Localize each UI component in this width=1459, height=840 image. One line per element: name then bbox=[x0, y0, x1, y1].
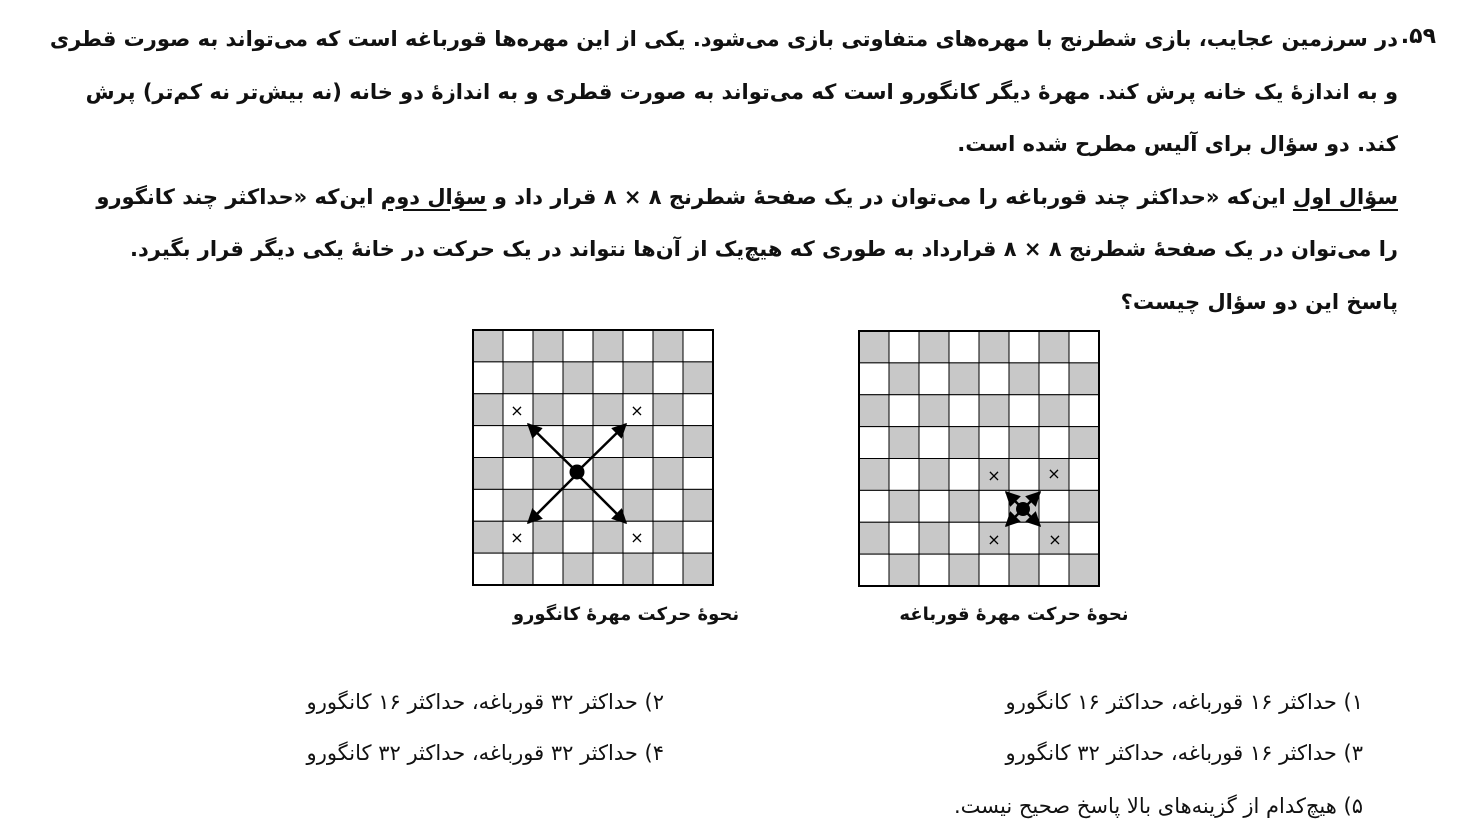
light-square bbox=[1039, 554, 1069, 586]
option-3[interactable]: ۳) حداکثر ۱۶ قورباغه، حداکثر ۳۲ کانگورو bbox=[1005, 741, 1363, 765]
light-square bbox=[979, 427, 1009, 459]
dark-square bbox=[1069, 490, 1099, 522]
light-square bbox=[683, 330, 713, 362]
light-square bbox=[949, 395, 979, 427]
dark-square bbox=[919, 522, 949, 554]
dark-square bbox=[979, 395, 1009, 427]
question-line-4 bbox=[96, 182, 1398, 235]
dark-square bbox=[533, 330, 563, 362]
dark-square bbox=[919, 331, 949, 363]
light-square bbox=[503, 458, 533, 490]
target-mark: × bbox=[630, 401, 644, 420]
dark-square bbox=[653, 330, 683, 362]
question-line-2: و به اندازهٔ یک خانه پرش کند. مهرهٔ دیگر کانگورو است که می‌تواند به صورت قطری و به اندازهٔ دو خانه (نه بیش‌تر نه کم‌تر) پرش bbox=[85, 79, 1398, 104]
light-square bbox=[1009, 331, 1039, 363]
light-square bbox=[919, 363, 949, 395]
kangaroo-board bbox=[472, 329, 716, 587]
dark-square bbox=[859, 331, 889, 363]
light-square bbox=[593, 362, 623, 394]
dark-square bbox=[593, 458, 623, 490]
second-question-label: سؤال دوم bbox=[380, 184, 487, 209]
dark-square bbox=[503, 553, 533, 585]
dark-square bbox=[979, 331, 1009, 363]
light-square bbox=[859, 363, 889, 395]
dark-square bbox=[889, 490, 919, 522]
dark-square bbox=[889, 363, 919, 395]
question-line-1: در سرزمین عجایب، بازی شطرنج با مهره‌های متفاوتی بازی می‌شود. یکی از این مهره‌ها قورباغه است که می‌تواند به صورت قطری bbox=[49, 27, 1398, 51]
dark-square bbox=[623, 489, 653, 521]
light-square bbox=[859, 554, 889, 586]
light-square bbox=[919, 554, 949, 586]
dark-square bbox=[1069, 427, 1099, 459]
dark-square bbox=[533, 521, 563, 553]
light-square bbox=[1069, 522, 1099, 554]
light-square bbox=[563, 521, 593, 553]
question-number: ۵۹. bbox=[1400, 24, 1436, 49]
dark-square bbox=[949, 363, 979, 395]
dark-square bbox=[683, 426, 713, 458]
dark-square bbox=[1009, 363, 1039, 395]
light-square bbox=[1039, 363, 1069, 395]
dark-square bbox=[919, 459, 949, 491]
light-square bbox=[949, 522, 979, 554]
dark-square bbox=[593, 330, 623, 362]
light-square bbox=[473, 489, 503, 521]
dark-square bbox=[623, 362, 653, 394]
board-cells bbox=[859, 331, 1099, 586]
option-1[interactable]: ۱) حداکثر ۱۶ قورباغه، حداکثر ۱۶ کانگورو bbox=[1005, 690, 1363, 714]
dark-square bbox=[1009, 554, 1039, 586]
light-square bbox=[533, 553, 563, 585]
light-square bbox=[683, 394, 713, 426]
dark-square bbox=[683, 489, 713, 521]
dark-square bbox=[503, 489, 533, 521]
light-square bbox=[653, 553, 683, 585]
dark-square bbox=[949, 554, 979, 586]
dark-square bbox=[949, 427, 979, 459]
target-mark: × bbox=[630, 528, 644, 547]
target-mark: × bbox=[510, 401, 524, 420]
question-line-6: پاسخ این دو سؤال چیست؟ bbox=[1120, 289, 1398, 314]
dark-square bbox=[653, 394, 683, 426]
dark-square bbox=[563, 489, 593, 521]
dark-square bbox=[1069, 554, 1099, 586]
dark-square bbox=[889, 554, 919, 586]
kangaroo-piece bbox=[570, 465, 585, 480]
light-square bbox=[503, 330, 533, 362]
dark-square bbox=[563, 362, 593, 394]
light-square bbox=[473, 362, 503, 394]
light-square bbox=[979, 554, 1009, 586]
light-square bbox=[563, 394, 593, 426]
light-square bbox=[623, 458, 653, 490]
light-square bbox=[1009, 395, 1039, 427]
second-question-text: این‌که «حداکثر چند کانگورو bbox=[96, 184, 381, 209]
light-square bbox=[859, 427, 889, 459]
dark-square bbox=[1039, 331, 1069, 363]
dark-square bbox=[889, 427, 919, 459]
dark-square bbox=[653, 458, 683, 490]
dark-square bbox=[593, 521, 623, 553]
light-square bbox=[949, 331, 979, 363]
light-square bbox=[859, 490, 889, 522]
dark-square bbox=[623, 426, 653, 458]
light-square bbox=[919, 427, 949, 459]
dark-square bbox=[1069, 363, 1099, 395]
first-question-text: این‌که «حداکثر چند قورباغه را می‌توان در یک صفحهٔ شطرنج ۸ × ۸ قرار داد و bbox=[486, 184, 1293, 209]
light-square bbox=[889, 522, 919, 554]
first-question-label: سؤال اول bbox=[1292, 184, 1398, 209]
frog-piece bbox=[1016, 502, 1030, 516]
question-line-5: را می‌توان در یک صفحهٔ شطرنج ۸ × ۸ قرارداد به طوری که هیچ‌یک از آن‌ها نتواند در یک حرکت در خانهٔ یکی دیگر قرار بگیرد. bbox=[130, 237, 1398, 261]
light-square bbox=[979, 363, 1009, 395]
light-square bbox=[473, 426, 503, 458]
light-square bbox=[889, 395, 919, 427]
dark-square bbox=[859, 522, 889, 554]
dark-square bbox=[563, 426, 593, 458]
light-square bbox=[979, 490, 1009, 522]
light-square bbox=[653, 489, 683, 521]
dark-square bbox=[859, 395, 889, 427]
question-line-3: کند. دو سؤال برای آلیس مطرح شده است. bbox=[957, 132, 1398, 156]
light-square bbox=[1009, 522, 1039, 554]
frog-caption: نحوهٔ حرکت مهرهٔ قورباغه bbox=[899, 604, 1129, 625]
light-square bbox=[563, 330, 593, 362]
dark-square bbox=[859, 459, 889, 491]
dark-square bbox=[503, 362, 533, 394]
option-4[interactable]: ۴) حداکثر ۳۲ قورباغه، حداکثر ۳۲ کانگورو bbox=[306, 741, 664, 765]
light-square bbox=[623, 330, 653, 362]
light-square bbox=[1069, 395, 1099, 427]
kangaroo-caption: نحوهٔ حرکت مهرهٔ کانگورو bbox=[512, 604, 740, 625]
dark-square bbox=[683, 362, 713, 394]
dark-square bbox=[533, 458, 563, 490]
light-square bbox=[919, 490, 949, 522]
target-mark: × bbox=[987, 466, 1001, 485]
dark-square bbox=[949, 490, 979, 522]
light-square bbox=[533, 362, 563, 394]
target-mark: × bbox=[510, 528, 524, 547]
dark-square bbox=[473, 330, 503, 362]
light-square bbox=[653, 426, 683, 458]
light-square bbox=[653, 362, 683, 394]
dark-square bbox=[623, 553, 653, 585]
target-mark: × bbox=[1048, 530, 1062, 549]
dark-square bbox=[919, 395, 949, 427]
dark-square bbox=[1009, 427, 1039, 459]
question-block bbox=[49, 24, 1436, 339]
light-square bbox=[1069, 331, 1099, 363]
light-square bbox=[1069, 459, 1099, 491]
dark-square bbox=[1039, 395, 1069, 427]
light-square bbox=[683, 458, 713, 490]
dark-square bbox=[473, 521, 503, 553]
light-square bbox=[889, 459, 919, 491]
light-square bbox=[1039, 490, 1069, 522]
light-square bbox=[889, 331, 919, 363]
target-mark: × bbox=[1047, 464, 1061, 483]
dark-square bbox=[593, 394, 623, 426]
option-5[interactable]: ۵) هیچ‌کدام از گزینه‌های بالا پاسخ صحیح نیست. bbox=[953, 794, 1363, 818]
dark-square bbox=[473, 394, 503, 426]
dark-square bbox=[503, 426, 533, 458]
frog-board bbox=[858, 330, 1102, 588]
dark-square bbox=[563, 553, 593, 585]
light-square bbox=[949, 459, 979, 491]
target-mark: × bbox=[987, 530, 1001, 549]
dark-square bbox=[533, 394, 563, 426]
light-square bbox=[1039, 427, 1069, 459]
light-square bbox=[683, 521, 713, 553]
light-square bbox=[473, 553, 503, 585]
dark-square bbox=[683, 553, 713, 585]
option-2[interactable]: ۲) حداکثر ۳۲ قورباغه، حداکثر ۱۶ کانگورو bbox=[306, 690, 664, 714]
light-square bbox=[1009, 459, 1039, 491]
dark-square bbox=[653, 521, 683, 553]
dark-square bbox=[473, 458, 503, 490]
light-square bbox=[593, 553, 623, 585]
